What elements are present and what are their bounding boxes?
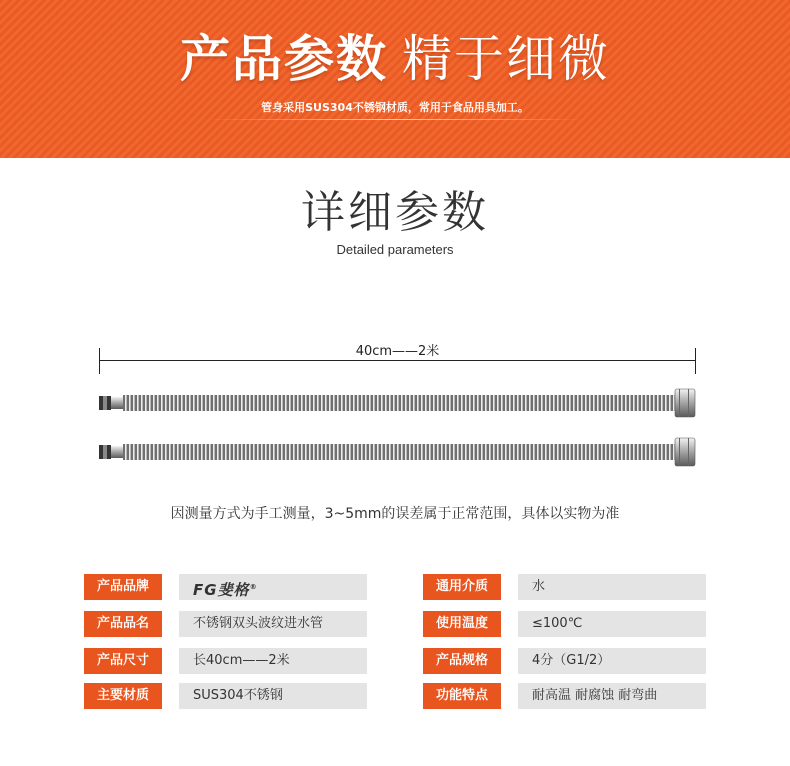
param-row-medium xyxy=(423,574,706,600)
param-label-brand: 产品品牌 xyxy=(84,574,162,600)
dimension-tick-left xyxy=(99,348,100,374)
hose-image-1 xyxy=(99,383,699,423)
section-subtitle: Detailed parameters xyxy=(336,242,454,257)
param-value-brand xyxy=(179,574,367,600)
dimension-tick-right xyxy=(695,348,696,374)
param-label-material: 主要材质 xyxy=(84,683,162,709)
brand-registered-mark: ® xyxy=(249,583,258,591)
measurement-note: 因测量方式为手工测量，3~5mm的误差属于正常范围，具体以实物为准 xyxy=(170,506,620,522)
brand-logo-text: FG斐格 xyxy=(193,581,250,599)
param-row-size xyxy=(84,648,367,674)
param-value-size: 长40cm——2米 xyxy=(179,648,367,674)
banner-divider xyxy=(205,119,585,120)
param-value-temperature: ≤100℃ xyxy=(518,611,706,637)
param-label-features: 功能特点 xyxy=(423,683,501,709)
param-row-temperature xyxy=(423,611,706,637)
param-value-material: SUS304不锈钢 xyxy=(179,683,367,709)
banner-title xyxy=(0,28,790,90)
param-value-spec: 4分（G1/2） xyxy=(518,648,706,674)
section-title: 详细参数 xyxy=(301,187,489,238)
banner-subtitle: 管身采用SUS304不锈钢材质，常用于食品用具加工。 xyxy=(261,101,529,114)
param-label-size: 产品尺寸 xyxy=(84,648,162,674)
dimension-line xyxy=(99,360,696,361)
param-label-medium: 通用介质 xyxy=(423,574,501,600)
brand-logo xyxy=(193,574,258,603)
length-dimension xyxy=(99,340,696,380)
param-row-features xyxy=(423,683,706,709)
param-row-material xyxy=(84,683,367,709)
header-banner xyxy=(0,0,790,158)
banner-title-light: 精于细微 xyxy=(402,30,610,88)
param-label-temperature: 使用温度 xyxy=(423,611,501,637)
param-value-medium: 水 xyxy=(518,574,706,600)
param-label-name: 产品品名 xyxy=(84,611,162,637)
param-row-brand xyxy=(84,574,367,600)
banner-title-bold: 产品参数 xyxy=(180,30,388,88)
param-row-spec xyxy=(423,648,706,674)
param-row-name xyxy=(84,611,367,637)
length-label: 40cm——2米 xyxy=(355,344,440,359)
param-label-spec: 产品规格 xyxy=(423,648,501,674)
param-value-features: 耐高温 耐腐蚀 耐弯曲 xyxy=(518,683,706,709)
hose-image-2 xyxy=(99,432,699,472)
param-value-name: 不锈钢双头波纹进水管 xyxy=(179,611,367,637)
